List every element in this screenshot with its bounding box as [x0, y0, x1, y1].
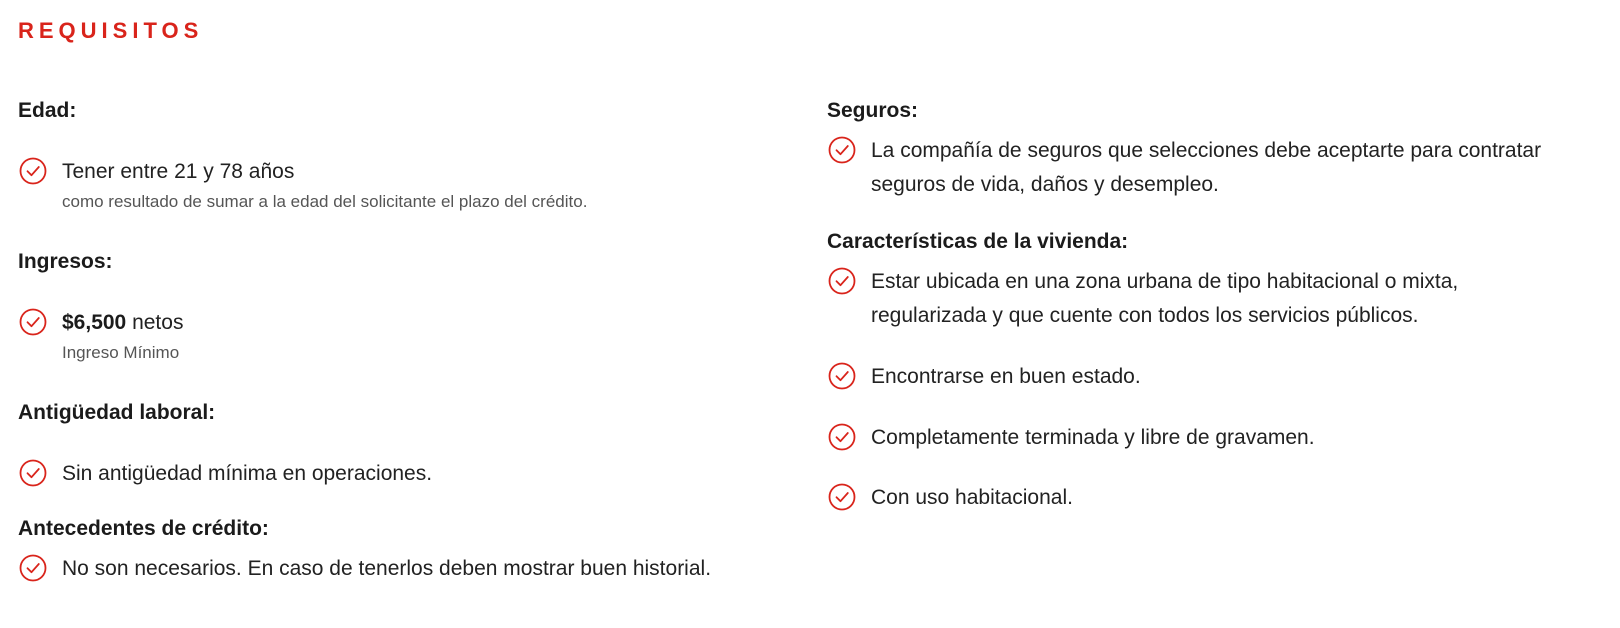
- requirements-left-column: [18, 0, 778, 628]
- check-circle-icon: [827, 482, 857, 512]
- list-item-vivienda: [827, 360, 1567, 394]
- list-item-vivienda: [827, 481, 1567, 515]
- check-circle-icon: [18, 553, 48, 583]
- item-note: Ingreso Mínimo: [62, 343, 180, 362]
- group-title-antiguedad: Antigüedad laboral:: [18, 401, 216, 424]
- group-title-vivienda: Características de la vivienda:: [827, 230, 1129, 253]
- income-suffix: netos: [126, 311, 184, 334]
- item-text: Completamente terminada y libre de gravamen.: [871, 426, 1315, 449]
- item-note: como resultado de sumar a la edad del solicitante el plazo del crédito.: [62, 192, 588, 211]
- list-item-antiguedad: [18, 457, 763, 491]
- item-text: No son necesarios. En caso de tenerlos deben mostrar buen historial.: [62, 557, 712, 580]
- item-text: Encontrarse en buen estado.: [871, 365, 1141, 388]
- section-title: REQUISITOS: [18, 18, 204, 43]
- check-circle-icon: [827, 422, 857, 452]
- item-text: Sin antigüedad mínima en operaciones.: [62, 462, 433, 485]
- item-text: Estar ubicada en una zona urbana de tipo habitacional o mixta, regularizada y que cuente con todos los servicios públicos.: [871, 270, 1459, 327]
- check-circle-icon: [18, 156, 48, 186]
- requirements-right-column: [827, 0, 1587, 628]
- group-title-edad: Edad:: [18, 99, 77, 122]
- check-circle-icon: [827, 135, 857, 165]
- item-text: Tener entre 21 y 78 años: [62, 160, 295, 183]
- check-circle-icon: [827, 266, 857, 296]
- check-circle-icon: [18, 458, 48, 488]
- item-text: [62, 306, 763, 340]
- list-item-vivienda: [827, 421, 1567, 455]
- list-item-antecedentes: [18, 552, 763, 586]
- item-text: La compañía de seguros que selecciones debe aceptarte para contratar seguros de vida, daños y desempleo.: [871, 139, 1542, 196]
- group-title-antecedentes: Antecedentes de crédito:: [18, 517, 269, 540]
- list-item-seguros: [827, 134, 1567, 202]
- list-item-vivienda: [827, 265, 1567, 333]
- group-title-seguros: Seguros:: [827, 99, 919, 122]
- check-circle-icon: [18, 307, 48, 337]
- group-title-ingresos: Ingresos:: [18, 250, 113, 273]
- list-item-ingresos: [18, 306, 763, 364]
- income-amount: $6,500: [62, 311, 127, 334]
- list-item-edad: [18, 155, 763, 213]
- item-text: Con uso habitacional.: [871, 486, 1073, 509]
- check-circle-icon: [827, 361, 857, 391]
